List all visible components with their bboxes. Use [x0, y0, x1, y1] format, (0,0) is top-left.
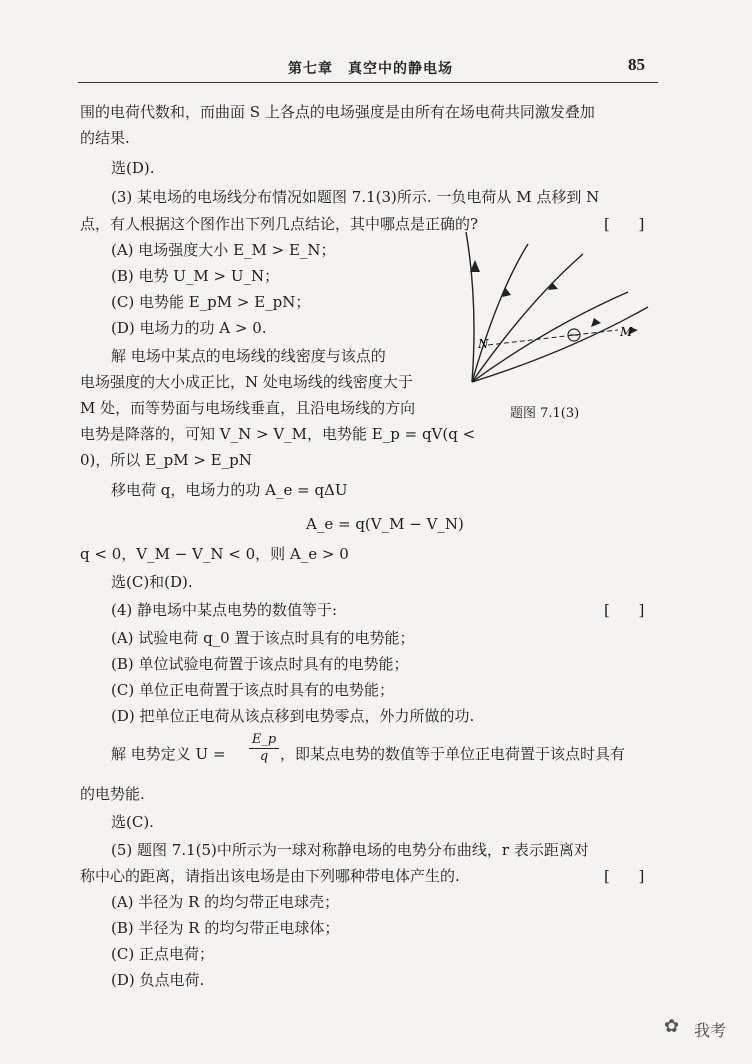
solution-line: 电场强度的大小成正比，N 处电场线的线密度大于: [80, 373, 413, 391]
solution-line: M 处，而等势面与电场线垂直，且沿电场线的方向: [80, 399, 416, 417]
solution-line: 的电势能.: [80, 785, 145, 803]
solution-line: 电势是降落的，可知 V_N > V_M，电势能 E_p = qV(q <: [80, 425, 476, 443]
text-line: (3) 某电场的电场线分布情况如题图 7.1(3)所示. 一负电荷从 M 点移到 N: [111, 188, 600, 206]
question-5: (5) 题图 7.1(5)中所示为一球对称静电场的电势分布曲线，r 表示距离对: [111, 841, 589, 859]
field-line: [466, 232, 474, 382]
header-rule: [78, 82, 658, 83]
solution-line: 0)，所以 E_pM > E_pN: [80, 451, 252, 469]
text-line: 点，有人根据这个图作出下列几点结论，其中哪点是正确的?: [80, 215, 479, 233]
formula-line: A_e = q(V_M − V_N): [306, 515, 464, 533]
answer-bracket: [ ]: [604, 215, 645, 233]
text-line: 的结果.: [80, 129, 130, 147]
option-d: (D) 负点电荷.: [111, 971, 205, 989]
answer-line: 选(C)和(D).: [111, 573, 193, 591]
text-line: 选(D).: [111, 159, 155, 177]
figure-caption: 题图 7.1(3): [510, 406, 580, 421]
text-line: 围的电荷代数和，而曲面 S 上各点的电场强度是由所有在场电荷共同激发叠加: [80, 103, 595, 121]
option-a: (A) 半径为 R 的均匀带正电球壳；: [111, 893, 340, 911]
watermark-text: 我考: [694, 1021, 727, 1040]
field-lines-figure: [458, 232, 658, 402]
answer-bracket: [ ]: [604, 867, 645, 885]
fraction-numerator: E_p: [249, 732, 279, 749]
wechat-icon: ✿: [664, 1016, 680, 1037]
solution-line: 解 电场中某点的电场线的线密度与该点的: [111, 347, 386, 365]
option-c: (C) 电势能 E_pM > E_pN；: [111, 293, 311, 311]
fraction-ep-over-q: [249, 732, 279, 764]
arrowhead: [470, 260, 480, 272]
option-b: (B) 半径为 R 的均匀带正电球体；: [111, 919, 340, 937]
option-a: (A) 电场强度大小 E_M > E_N；: [111, 241, 336, 259]
label-m: M: [620, 325, 633, 339]
solution-line: q < 0，V_M − V_N < 0，则 A_e > 0: [80, 545, 349, 563]
solution-line: ，即某点电势的数值等于单位正电荷置于该点时具有: [280, 745, 626, 763]
solution-line: 移电荷 q，电场力的功 A_e = qΔU: [111, 481, 348, 499]
field-line: [472, 292, 628, 382]
option-d: (D) 把单位正电荷从该点移到电势零点，外力所做的功.: [111, 707, 475, 725]
question-5: 称中心的距离，请指出该电场是由下列哪种带电体产生的.: [80, 867, 460, 885]
page-number: 85: [628, 55, 645, 74]
field-line: [472, 244, 528, 382]
option-b: (B) 电势 U_M > U_N；: [111, 267, 280, 285]
option-d: (D) 电场力的功 A > 0.: [111, 319, 267, 337]
field-line: [472, 307, 648, 382]
solution-line: 解 电势定义 U =: [111, 745, 226, 763]
arrowhead: [591, 318, 601, 327]
answer-bracket: [ ]: [604, 601, 645, 619]
answer-line: 选(C).: [111, 813, 154, 831]
chapter-title: 第七章 真空中的静电场: [288, 61, 453, 77]
option-a: (A) 试验电荷 q_0 置于该点时具有的电势能；: [111, 629, 415, 647]
option-c: (C) 正点电荷；: [111, 945, 214, 963]
fraction-denominator: q: [259, 749, 269, 764]
label-n: N: [478, 337, 489, 351]
question-4: (4) 静电场中某点电势的数值等于:: [111, 601, 338, 619]
option-c: (C) 单位正电荷置于该点时具有的电势能；: [111, 681, 394, 699]
option-b: (B) 单位试验电荷置于该点时具有的电势能；: [111, 655, 409, 673]
